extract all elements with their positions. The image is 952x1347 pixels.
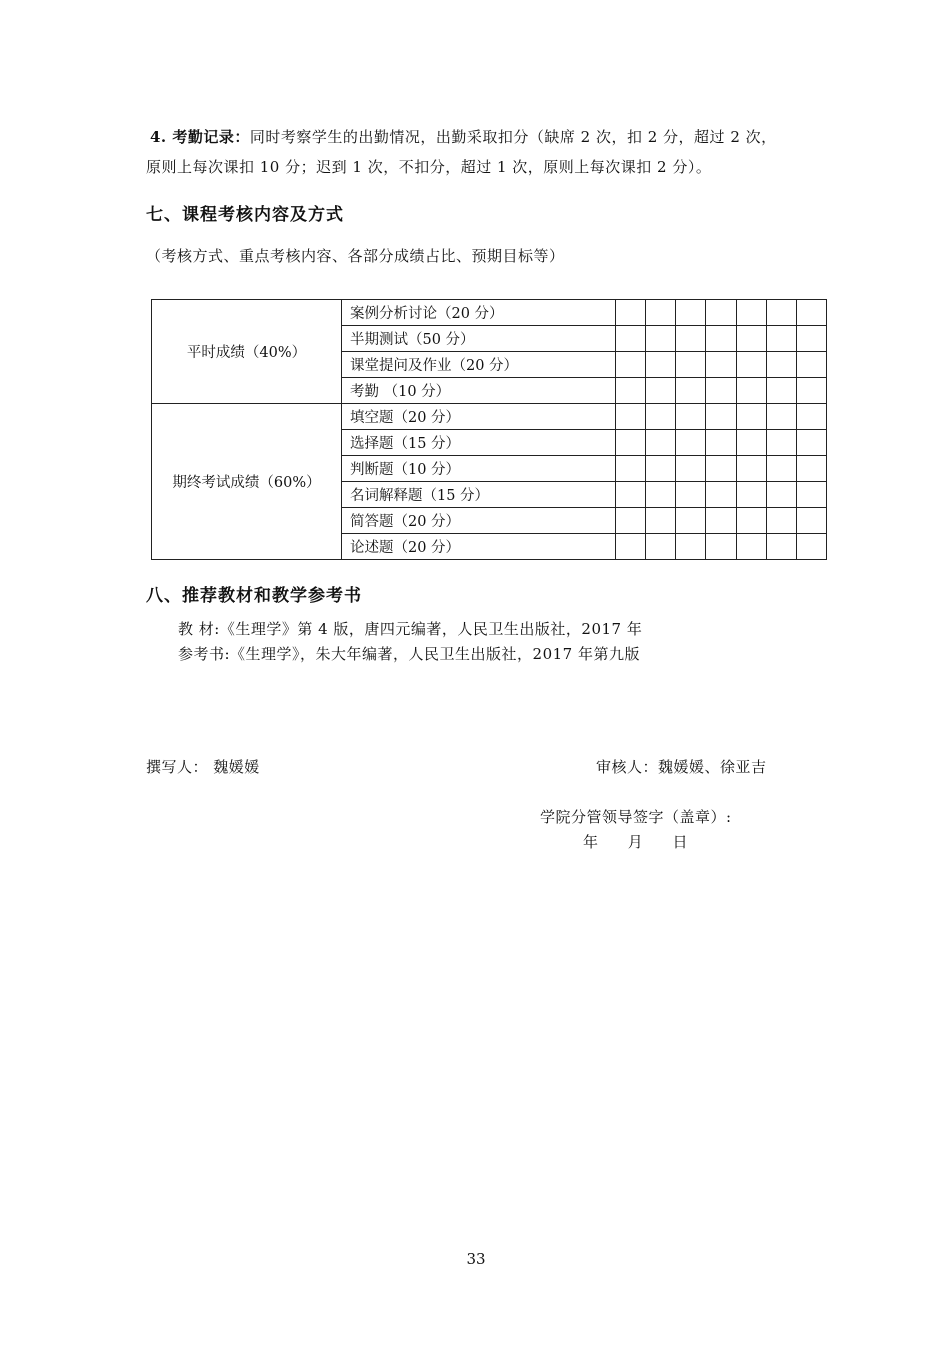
assessment-item: 选择题（15 分） (342, 430, 616, 456)
empty-cell (706, 482, 736, 508)
table-row (152, 404, 827, 430)
empty-cell (796, 326, 826, 352)
empty-cell (646, 352, 676, 378)
empty-cell (706, 352, 736, 378)
empty-cell (616, 508, 646, 534)
empty-cell (676, 326, 706, 352)
empty-cell (736, 326, 766, 352)
empty-cell (796, 352, 826, 378)
empty-cell (736, 508, 766, 534)
empty-cell (766, 378, 796, 404)
assessment-item: 名词解释题（15 分） (342, 482, 616, 508)
empty-cell (616, 352, 646, 378)
empty-cell (706, 456, 736, 482)
empty-cell (646, 404, 676, 430)
empty-cell (766, 352, 796, 378)
attendance-line1 (150, 126, 777, 148)
reviewer-signature: 审核人：魏媛媛、徐亚吉 (596, 758, 767, 776)
empty-cell (676, 404, 706, 430)
empty-cell (616, 456, 646, 482)
empty-cell (676, 456, 706, 482)
empty-cell (616, 534, 646, 560)
page-number: 33 (466, 1250, 486, 1268)
attendance-line2: 原则上每次课扣 10 分；迟到 1 次，不扣分，超过 1 次，原则上每次课扣 2 分）。 (146, 158, 712, 176)
empty-cell (766, 300, 796, 326)
assessment-table (151, 299, 827, 560)
empty-cell (646, 430, 676, 456)
section7-title: 七、课程考核内容及方式 (146, 205, 344, 225)
attendance-label: 4. 考勤记录： (150, 128, 250, 146)
assessment-item: 判断题（10 分） (342, 456, 616, 482)
empty-cell (736, 456, 766, 482)
empty-cell (616, 430, 646, 456)
assessment-item: 课堂提问及作业（20 分） (342, 352, 616, 378)
empty-cell (736, 482, 766, 508)
empty-cell (796, 404, 826, 430)
empty-cell (676, 352, 706, 378)
empty-cell (796, 430, 826, 456)
empty-cell (706, 534, 736, 560)
empty-cell (736, 300, 766, 326)
empty-cell (646, 508, 676, 534)
empty-cell (616, 378, 646, 404)
empty-cell (796, 508, 826, 534)
empty-cell (676, 378, 706, 404)
group-label: 平时成绩（40%） (152, 300, 342, 404)
empty-cell (766, 482, 796, 508)
empty-cell (736, 430, 766, 456)
empty-cell (706, 378, 736, 404)
empty-cell (616, 326, 646, 352)
empty-cell (646, 482, 676, 508)
empty-cell (796, 300, 826, 326)
empty-cell (706, 326, 736, 352)
empty-cell (646, 534, 676, 560)
empty-cell (766, 430, 796, 456)
author-signature: 撰写人： 魏媛媛 (146, 758, 260, 776)
empty-cell (706, 300, 736, 326)
section7-note: （考核方式、重点考核内容、各部分成绩占比、预期目标等） (146, 247, 565, 265)
assessment-item: 填空题（20 分） (342, 404, 616, 430)
assessment-item: 论述题（20 分） (342, 534, 616, 560)
leader-signature: 学院分管领导签字（盖章）: (540, 808, 732, 826)
attendance-text: 同时考察学生的出勤情况，出勤采取扣分（缺席 2 次，扣 2 分，超过 2 次， (249, 128, 777, 146)
empty-cell (796, 378, 826, 404)
empty-cell (676, 430, 706, 456)
assessment-item: 简答题（20 分） (342, 508, 616, 534)
empty-cell (676, 300, 706, 326)
empty-cell (736, 534, 766, 560)
empty-cell (646, 300, 676, 326)
table-row (152, 300, 827, 326)
empty-cell (706, 430, 736, 456)
textbook-line: 教 材:《生理学》第 4 版，唐四元编著，人民卫生出版社，2017 年 (178, 620, 643, 638)
empty-cell (736, 404, 766, 430)
empty-cell (646, 378, 676, 404)
empty-cell (706, 404, 736, 430)
empty-cell (766, 508, 796, 534)
empty-cell (736, 352, 766, 378)
empty-cell (766, 456, 796, 482)
empty-cell (766, 534, 796, 560)
empty-cell (616, 300, 646, 326)
reference-line: 参考书:《生理学》，朱大年编著，人民卫生出版社，2017 年第九版 (178, 645, 640, 663)
group-label: 期终考试成绩（60%） (152, 404, 342, 560)
signature-date: 年 月 日 (583, 833, 689, 851)
empty-cell (676, 508, 706, 534)
empty-cell (676, 482, 706, 508)
empty-cell (646, 456, 676, 482)
assessment-item: 考勤 （10 分） (342, 378, 616, 404)
empty-cell (736, 378, 766, 404)
empty-cell (616, 404, 646, 430)
empty-cell (616, 482, 646, 508)
empty-cell (676, 534, 706, 560)
empty-cell (766, 326, 796, 352)
empty-cell (796, 456, 826, 482)
empty-cell (706, 508, 736, 534)
section8-title: 八、推荐教材和教学参考书 (146, 586, 362, 606)
empty-cell (796, 534, 826, 560)
assessment-item: 半期测试（50 分） (342, 326, 616, 352)
empty-cell (796, 482, 826, 508)
empty-cell (766, 404, 796, 430)
assessment-item: 案例分析讨论（20 分） (342, 300, 616, 326)
empty-cell (646, 326, 676, 352)
